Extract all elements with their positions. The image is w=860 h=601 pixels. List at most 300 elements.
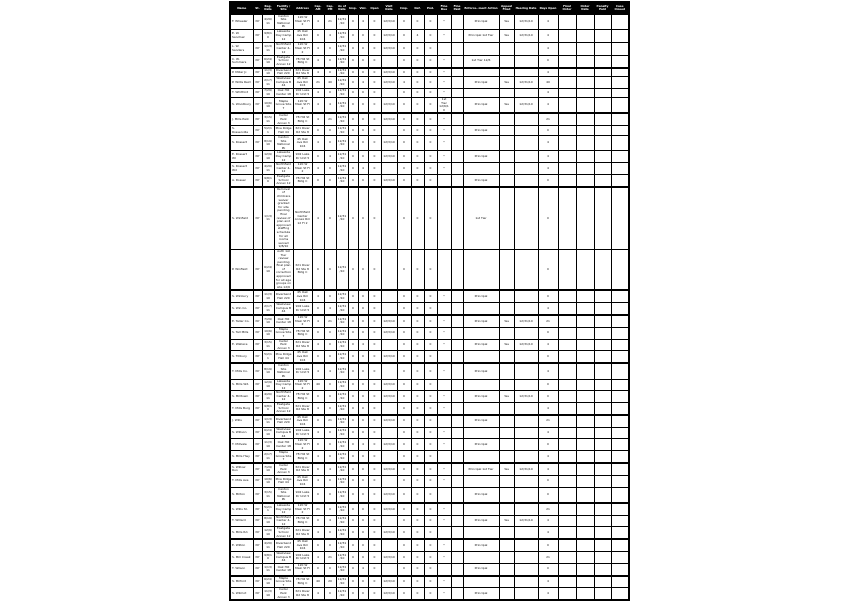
table-cell: 0 [358,415,368,427]
table-cell: 12/31/10 [336,77,348,89]
table-cell: 4 [312,14,324,29]
table-cell: 0 [424,55,437,67]
table-cell: Westview Campus B 44 [275,551,292,563]
table-cell [594,29,611,42]
table-cell [499,249,514,290]
table-cell: * [437,113,451,125]
table-cell: 0 [424,97,437,113]
table-cell: Oak Hill Center 18 [274,439,293,451]
table-cell: S. Wills St. [230,503,253,515]
table-cell [611,29,629,42]
table-cell: 120 W Main St Fl 2 [293,379,312,391]
table-cell: Eastgate School Annex 12 [274,403,293,415]
table-cell: Oak Hill Center 18 [274,315,293,327]
table-cell: 0 [368,391,381,403]
table-row [230,55,629,67]
table-cell: 0 [348,539,358,551]
table-cell: 0 [348,379,358,391]
table-cell [514,42,538,55]
table-cell: S. Milford [230,576,253,588]
table-cell: 0 [358,97,368,113]
table-cell [558,503,576,515]
table-cell: NY [253,315,262,327]
table-cell [576,29,594,42]
table-cell: 12/31/10 [336,339,348,351]
table-cell: 0 [348,249,358,290]
table-cell: 0 [397,539,411,551]
table-cell: 0 [397,503,411,515]
table-cell: 0 [411,97,424,113]
table-cell [576,463,594,475]
table-cell: 0 [358,303,368,315]
table-cell: 0 [368,187,381,250]
table-cell: 0 [368,403,381,415]
table-cell: Principal [463,315,499,327]
table-cell [594,379,611,391]
table-cell: 0 [324,351,336,363]
table-cell [451,339,463,351]
table-cell: 0 [368,151,381,163]
table-cell [499,552,514,564]
table-cell [576,151,594,163]
table-cell: Principal [463,14,499,29]
table-cell: 78 Hill St Bldg C [293,515,312,527]
table-cell: Canton Site National Pk [274,363,293,379]
table-cell [611,163,629,175]
table-cell: 0 [538,351,558,363]
table-cell: S. Willson [230,427,253,439]
table-cell: 0 [538,487,558,503]
table-cell: S. Milltown [230,391,253,403]
table-cell: 1/13/11 [262,563,274,575]
table-cell [594,563,611,575]
table-cell [611,415,629,427]
table-cell: 0 [358,29,368,42]
table-cell [611,88,629,97]
table-cell: 0 [411,187,424,250]
table-cell: 0 [348,463,358,475]
table-cell [499,68,514,77]
table-cell [451,113,463,125]
table-cell [514,539,538,551]
table-cell [514,290,538,302]
table-cell: 21 [312,77,324,89]
table-cell [576,503,594,515]
table-cell: 0 [312,463,324,475]
table-cell: 11/3/10 [262,68,274,77]
table-row [230,379,629,391]
table-cell: 0 [411,391,424,403]
table-cell: 0 [348,415,358,427]
table-cell: Principal [463,415,499,427]
table-cell: 5/2/11 [262,126,274,136]
table-cell: 12/31/10 [336,290,348,302]
table-cell: NY [253,539,262,551]
table-cell: 0 [411,351,424,363]
table-body [230,14,629,600]
table-cell: E. W. Sanchez [230,29,253,42]
table-cell: Riverbend Hall 220 [275,67,292,76]
table-cell [451,363,463,379]
table-cell: 0 [348,391,358,403]
table-cell: 0 [411,576,424,588]
table-cell: Cedar Park Annex 3 [274,463,293,475]
table-cell: E. Rossert Wl [230,151,253,163]
column-header: Order Date [576,2,594,14]
table-row [230,588,629,600]
table-cell: 0 [397,576,411,588]
column-header: Pnd. [424,2,437,14]
table-cell: 12/31/10 [336,55,348,67]
table-cell [576,136,594,151]
table-cell [499,42,514,55]
table-cell [381,403,397,415]
table-cell: 12/3/10 [381,68,397,77]
table-cell: 10/6/10 [262,97,274,113]
table-cell: Yes [499,463,514,475]
table-cell: 78 Hill St Bldg C [293,327,312,339]
table-cell [558,351,576,363]
table-cell: 0 [397,363,411,379]
table-cell: 0 [397,88,411,97]
table-cell: 0 [358,379,368,391]
table-cell: 0 [358,576,368,588]
table-cell: 0 [397,249,411,290]
table-cell: 12/31/10 [336,136,348,151]
table-cell: 0 [424,563,437,575]
column-header: Fine Paid [451,2,463,14]
table-cell [576,475,594,487]
table-cell: 0 [358,315,368,327]
table-cell: 0 [358,351,368,363]
table-cell: 0 [424,515,437,527]
table-cell: 12/31/10 [336,29,348,42]
table-cell: 0 [358,487,368,503]
table-cell: 4 [538,14,558,29]
table-cell: T. Willard [230,515,253,527]
table-cell: S. Rossert Wd [230,163,253,175]
table-cell [514,126,538,136]
table-cell: 9/8/10 [262,552,274,564]
table-cell [576,487,594,503]
table-cell: 12/3/10 [381,588,397,600]
table-cell [514,552,538,564]
table-cell: 4 [411,29,424,42]
table-cell: 0 [348,68,358,77]
table-cell: 321 River Rd Ste 8 [293,588,312,600]
table-cell: 4 [358,439,368,451]
table-cell: 0 [411,563,424,575]
table-cell: 45 Oak Ave Rm 104 [293,351,312,363]
column-header: As of Date [336,2,348,14]
table-cell [576,451,594,463]
table-cell: 0 [424,151,437,163]
table-cell: 0 [397,315,411,327]
table-cell: 0 [411,515,424,527]
table-cell: 321 River Rd Ste 8 [293,463,312,475]
table-cell: 0 [348,42,358,55]
table-cell [558,552,576,564]
table-cell [514,175,538,187]
table-cell [558,439,576,451]
table-cell [594,552,611,564]
table-cell: 0 [411,503,424,515]
table-cell: 12/31/10 [336,187,348,250]
table-cell: 78 Hill St Bldg C [293,55,312,67]
table-cell: 120 W Main St Fl 2 [293,42,312,55]
table-cell: 0 [368,290,381,302]
table-cell: Northfield Center 4-12 [274,42,293,55]
table-cell [576,290,594,302]
table-cell: Cedar Park Annex 3 [274,339,293,351]
table-cell: 4 [358,563,368,575]
table-cell: * [437,339,451,351]
table-cell: 0 [368,475,381,487]
table-cell [451,439,463,451]
table-cell: 12/31/10 [514,391,538,403]
table-cell [381,475,397,487]
table-cell [451,451,463,463]
table-cell: 321 River Rd Ste 8 [293,68,312,77]
table-cell: 0 [397,29,411,42]
table-cell: 0 [411,151,424,163]
table-cell: 12/3/10 [381,527,397,539]
table-cell: 0 [348,475,358,487]
table-cell [558,315,576,327]
table-cell [514,303,538,315]
table-cell: 45 Oak Ave Rm 104 [293,290,312,302]
table-cell [576,439,594,451]
table-cell [463,403,499,415]
table-cell: 0 [368,363,381,379]
table-cell: 0 [324,527,336,539]
table-cell: 4 [312,403,324,415]
table-cell [558,588,576,600]
table-cell: 902 Lake Dr Unit 5 [293,487,312,503]
table-cell: 321 River Rd Ste 8 [293,339,312,351]
table-cell: * [437,68,451,77]
table-cell: * [437,327,451,339]
table-cell: * [437,55,451,67]
table-cell: 4/20/11 [262,391,274,403]
table-cell: Canton Site National Pk [274,14,293,29]
table-cell [594,249,611,290]
table-cell [514,439,538,451]
table-cell: 0 [358,42,368,55]
table-cell [451,187,463,250]
table-cell: 0 [411,55,424,67]
table-cell: 4 [312,552,324,564]
table-cell: 0 [324,427,336,439]
table-cell: NY [253,363,262,379]
table-cell [514,403,538,415]
table-cell: S. Mills Rd. [230,527,253,539]
table-cell: NY [253,187,262,250]
table-cell: 0 [312,439,324,451]
table-cell: 0 [324,588,336,600]
table-cell: 0 [411,451,424,463]
table-cell: S. Woodbury [230,97,253,113]
table-row [230,363,629,379]
table-cell: 0 [397,68,411,77]
table-cell: 321 River Rd Ste 8 [293,126,312,136]
table-cell: 0 [538,327,558,339]
table-cell [611,187,629,250]
table-cell: 902 Lake Dr Unit 5 [293,88,312,97]
table-cell: 12/31/10 [336,451,348,463]
table-cell: 40 [312,576,324,588]
table-cell: 3/15/11 [262,113,274,125]
table-cell [514,563,538,575]
table-cell: * [437,315,451,327]
table-cell [499,327,514,339]
table-cell: S. Willow Run [230,463,253,475]
table-cell [451,351,463,363]
table-cell [576,126,594,136]
table-cell: 4 [538,303,558,315]
table-cell: 12/3/10 [381,14,397,29]
table-cell: NY [253,475,262,487]
table-cell: 0 [358,290,368,302]
table-cell [463,327,499,339]
table-cell [451,151,463,163]
table-cell: 4 [538,363,558,379]
table-cell: 12/3/10 [381,29,397,42]
table-cell: 0 [324,487,336,503]
table-row [230,163,629,175]
column-header: Fine Due [437,2,451,14]
table-cell [514,55,538,67]
table-cell: NY [253,379,262,391]
table-cell: 120 W Main St Fl 2 [293,14,312,29]
table-cell: 120 W Main St Fl 2 [293,439,312,451]
table-cell: Pine Ridge Hall 44 [274,475,293,487]
table-cell [594,163,611,175]
table-cell [451,163,463,175]
table-cell: NY [253,339,262,351]
table-cell [558,29,576,42]
table-cell [576,42,594,55]
table-cell: 0 [312,249,324,290]
table-cell: 0 [312,327,324,339]
table-row [230,151,629,163]
table-cell [576,588,594,600]
table-cell [463,163,499,175]
table-cell: 4 [324,303,336,315]
table-cell: 902 Lake Dr Unit 5 [293,151,312,163]
table-cell: Pine Ridge Hall 44 [275,126,292,134]
table-row [230,576,629,588]
table-row [230,113,629,125]
table-cell: 120 W Main St Fl 2 [293,503,312,515]
table-cell [381,249,397,290]
table-cell [558,163,576,175]
table-cell: Oak Hill Center 18 [274,563,293,575]
table-cell: 0 [368,539,381,551]
table-cell [576,327,594,339]
table-cell: 0 [411,113,424,125]
table-cell [451,315,463,327]
table-cell [576,539,594,551]
table-cell: 4 [324,515,336,527]
table-cell: 9/8/10 [262,175,274,187]
table-cell: 12/31/10 [336,552,348,564]
table-cell: 11/3/10 [262,439,274,451]
column-header: Address [293,2,312,14]
table-cell: 0 [424,290,437,302]
table-cell: NY [253,68,262,77]
table-cell: 0 [368,563,381,575]
table-cell [611,552,629,564]
table-cell: 0 [368,427,381,439]
table-cell [576,77,594,89]
table-cell [499,151,514,163]
table-cell: 0 [348,503,358,515]
table-cell [463,552,499,564]
table-cell: Eastgate School Annex 12 [274,55,293,67]
table-cell [499,136,514,151]
table-cell: 0 [348,126,358,136]
table-cell: 4 [538,576,558,588]
table-cell: 4 [538,339,558,351]
table-cell: 0 [348,515,358,527]
table-cell: 6/24/10 [262,576,274,588]
table-row [230,451,629,463]
table-cell: 0 [411,539,424,551]
table-cell: 4 [358,14,368,29]
table-cell: * [437,88,451,97]
table-cell: NY [253,503,262,515]
table-cell: Removal of childcare waiver granted for site pending final review of plan and approved staffing schedule for all rooms served 9/8/10 [274,187,293,250]
table-cell: 78 Hill St Bldg C [293,576,312,588]
table-row [230,339,629,351]
table-cell [499,563,514,575]
table-cell: 0 [368,351,381,363]
table-cell: S. Tillbury [230,351,253,363]
table-cell: 0 [397,97,411,113]
column-header: Cmp. [397,2,411,14]
data-table [229,1,630,601]
table-cell: 0 [368,126,381,136]
table-cell: Westview Campus B 44 [275,76,292,88]
table-cell [451,42,463,55]
table-cell [451,552,463,564]
table-cell: 12/3/10 [381,113,397,125]
table-cell [611,249,629,290]
table-cell: 0 [411,88,424,97]
table-cell: 0 [324,163,336,175]
table-cell [594,42,611,55]
table-cell [451,391,463,403]
table-cell: NY [253,327,262,339]
table-cell: 0 [368,175,381,187]
table-cell [576,351,594,363]
table-row [230,315,629,327]
table-cell: 4 [312,588,324,600]
table-cell [381,427,397,439]
table-cell: 0 [324,451,336,463]
table-cell [576,249,594,290]
table-cell [437,303,451,315]
table-cell: 0 [538,391,558,403]
table-cell: 0 [397,403,411,415]
table-cell [558,249,576,290]
table-cell: 0 [358,187,368,250]
table-cell [381,126,397,136]
table-cell [451,463,463,475]
table-cell [514,113,538,125]
table-cell: 1st Tier [463,187,499,250]
